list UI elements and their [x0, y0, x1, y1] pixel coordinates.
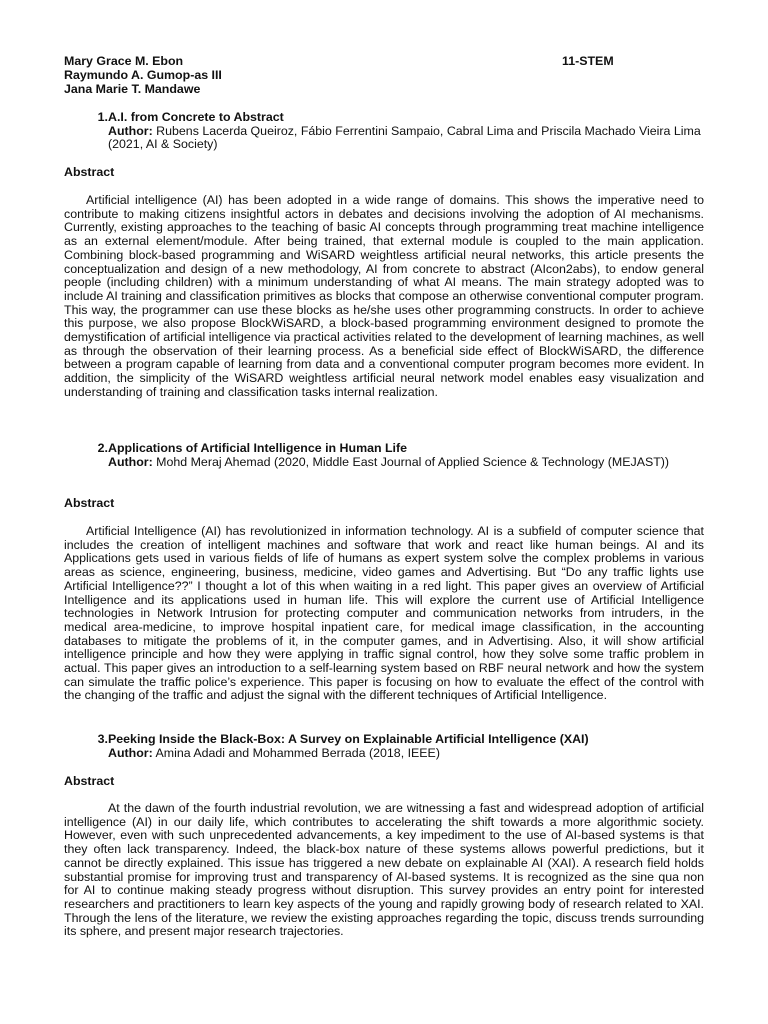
reference-title: Peeking Inside the Black-Box: A Survey on Explainable Artificial Intelligence (XAI) [108, 732, 589, 746]
reference-heading [64, 111, 704, 152]
author-name: Jana Marie T. Mandawe [64, 82, 201, 96]
reference-number: 1. [97, 110, 108, 124]
author-label: Author: [108, 123, 153, 138]
reference-number: 3. [97, 732, 108, 746]
reference-title: Applications of Artificial Intelligence in Human Life [108, 441, 408, 455]
reference-heading [64, 442, 704, 469]
abstract-text: Artificial Intelligence (AI) has revolutionized in information technology. AI is a subfield of computer science that includes the creation of intelligent machines and software that work and react like human beings. AI and its Applications gets used in various fields of life of humans as expert system solve the complex problems in various areas as science, engineering, business, medicine, video games and Advertising. But “Do any traffic lights use Artificial Intelligence??” I thought a lot of this when waiting in a red light. This paper gives an overview of Artificial Intelligence and its applications used in human life. This will explore the current use of Artificial Intelligence technologies in Network Intrusion for protecting computer and communication networks from intruders, in the medical area-medicine, to improve hospital inpatient care, for medical image classification, in the accounting databases to mitigate the problems of it, in the computer games, and in Advertising. Also, it will show artificial intelligence principle and how they were applying in traffic signal control, how they solve some traffic problem in actual. This paper gives an introduction to a self-learning system based on RBF neural network and how the system can simulate the traffic police’s experience. This paper is focusing on how to evaluate the effect of the control with the changing of the traffic and adjust the signal with the different techniques of Artificial Intelligence. [64, 524, 704, 703]
reference-entry [64, 110, 704, 399]
author-list [64, 55, 222, 97]
abstract-text: Artificial intelligence (AI) has been adopted in a wide range of domains. This shows the imperative need to contribute to making citizens insightful actors in debates and decisions involving the adoption of AI mechanisms. Currently, existing approaches to the teaching of basic AI concepts through programming treat machine intelligence as an external element/module. After being trained, that external module is coupled to the main application. Combining block-based programming and WiSARD weightless artificial neural networks, this article presents the conceptualization and design of a new methodology, AI from concrete to abstract (AIcon2abs), to endow general people (including children) with a minimum understanding of what AI means. The main strategy adopted was to include AI training and classification primitives as blocks that compose an otherwise conventional computer program. This way, the programmer can use these blocks as he/she uses other programming constructs. In order to achieve this purpose, we also propose BlockWiSARD, a block-based programming environment designed to promote the demystification of artificial intelligence via practical activities related to the development of learning machines, as well as through the observation of their learning process. As a beneficial side effect of BlockWiSARD, the difference between a program capable of learning from data and a conventional computer program becomes more evident. In addition, the simplicity of the WiSARD weightless artificial neural network model enables easy visualization and understanding of training and classification tasks internal realization. [64, 193, 704, 399]
reference-entry [64, 732, 704, 939]
abstract-heading: Abstract [64, 496, 115, 510]
abstract-text: At the dawn of the fourth industrial revolution, we are witnessing a fast and widespread adoption of artificial intelligence (AI) in our daily life, which contributes to accelerating the shift towards a more algorithmic society. However, even with such unprecedented advancements, a key impediment to the use of AI-based systems is that they often lack transparency. Indeed, the black-box nature of these systems allows powerful predictions, but it cannot be directly explained. This issue has triggered a new debate on explainable AI (XAI). A research field holds substantial promise for improving trust and transparency of AI-based systems. It is recognized as the sine qua non for AI to continue making steady progress without disruption. This survey provides an entry point for interested researchers and practitioners to learn key aspects of the young and rapidly growing body of research related to XAI. Through the lens of the literature, we review the existing approaches regarding the topic, discuss trends surrounding its sphere, and present major research trajectories. [64, 801, 704, 939]
abstract-heading: Abstract [64, 774, 115, 788]
reference-authors: Rubens Lacerda Queiroz, Fábio Ferrentini Sampaio, Cabral Lima and Priscila Machado Vieira Lima (2021, AI & Society) [108, 123, 701, 152]
abstract-heading: Abstract [64, 165, 115, 179]
author-label: Author: [108, 745, 153, 760]
reference-number: 2. [97, 441, 108, 455]
author-name: Mary Grace M. Ebon [64, 54, 184, 68]
reference-entry [64, 441, 704, 703]
reference-heading [64, 733, 704, 760]
author-label: Author: [108, 454, 153, 469]
reference-title: A.I. from Concrete to Abstract [108, 110, 284, 124]
reference-author-line [108, 456, 704, 470]
grade-section-label: 11-STEM [562, 54, 614, 68]
reference-author-line [108, 125, 704, 152]
author-name: Raymundo A. Gumop-as III [64, 68, 222, 82]
reference-authors: Amina Adadi and Mohammed Berrada (2018, IEEE) [152, 745, 440, 760]
reference-author-line [108, 747, 704, 761]
reference-authors: Mohd Meraj Ahemad (2020, Middle East Journal of Applied Science & Technology (MEJAST)) [152, 454, 670, 469]
